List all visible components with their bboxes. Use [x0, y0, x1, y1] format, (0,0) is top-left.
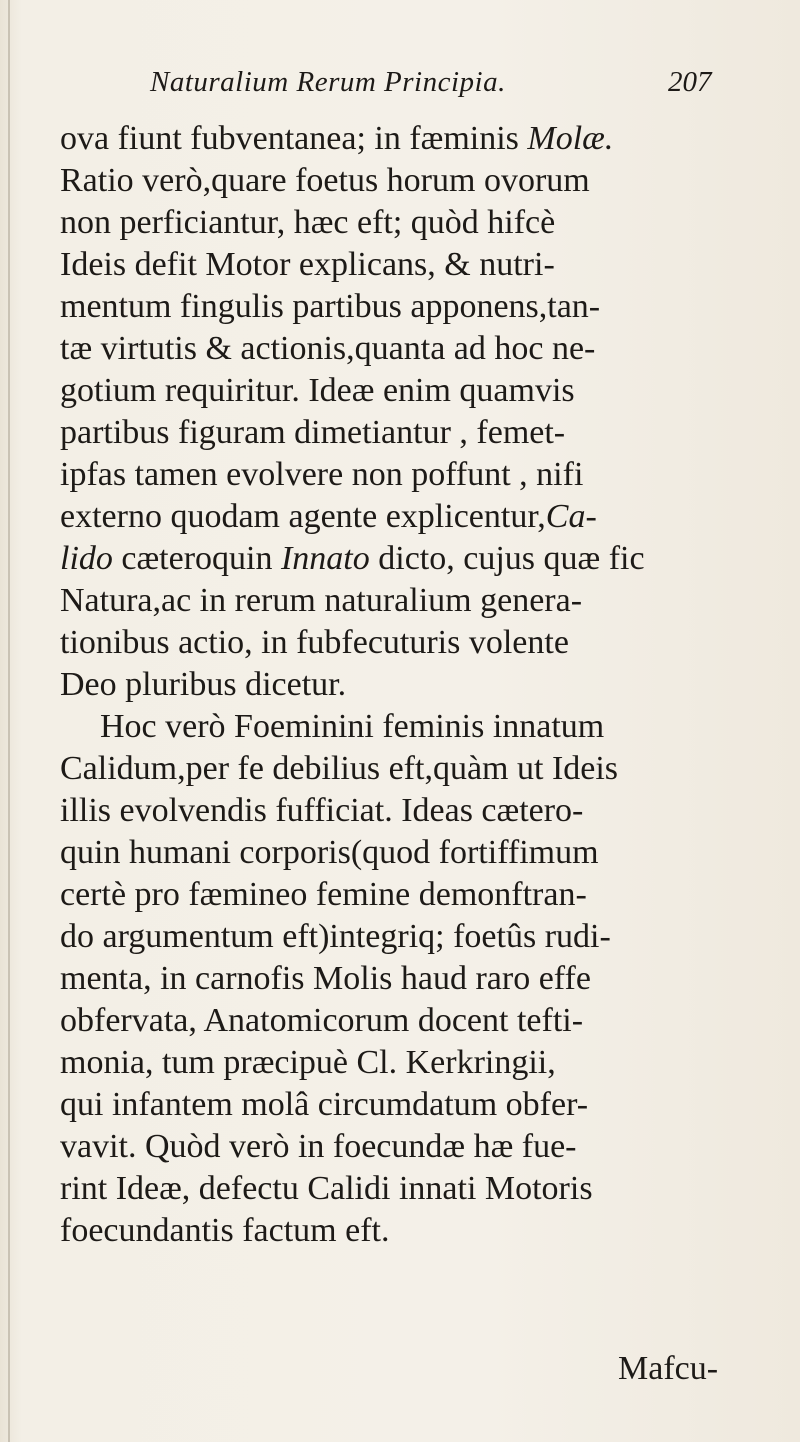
- text-line: [60, 496, 730, 538]
- line-text: tionibus actio, in fubfecuturis volente: [60, 624, 569, 661]
- line-text: Hoc verò Foeminini feminis innatum: [100, 708, 605, 745]
- text-line: [60, 328, 730, 370]
- text-line: [60, 664, 730, 706]
- text-line: [60, 202, 730, 244]
- line-text: cæteroquin: [112, 540, 281, 577]
- line-text: obfervata, Anatomicorum docent tefti-: [60, 1002, 584, 1039]
- body-text: [60, 118, 730, 1252]
- text-line: [60, 1168, 730, 1210]
- line-text: illis evolvendis fufficiat. Ideas cætero-: [60, 792, 584, 829]
- line-text: Ideis defit Motor explicans, & nutri-: [60, 246, 555, 283]
- line-text: Ratio verò,quare foetus horum ovorum: [60, 162, 590, 199]
- line-text: do argumentum eft)integriq; foetûs rudi-: [60, 918, 611, 955]
- text-line: [60, 706, 730, 748]
- line-text: mentum fingulis partibus apponens,tan-: [60, 288, 601, 325]
- line-text: Deo pluribus dicetur.: [60, 666, 347, 703]
- text-line: [60, 1084, 730, 1126]
- page-header: [0, 66, 800, 106]
- line-text: certè pro fæmineo femine demonftran-: [60, 876, 587, 913]
- text-line: [60, 1042, 730, 1084]
- text-line: [60, 244, 730, 286]
- italic-word: Molæ.: [527, 120, 614, 157]
- text-line: [60, 538, 730, 580]
- line-text: ova fiunt fubventanea; in fæminis: [60, 120, 528, 157]
- running-title: Naturalium Rerum Principia.: [150, 66, 506, 98]
- italic-word: Ca-: [545, 498, 597, 535]
- line-text: menta, in carnofis Molis haud raro effe: [60, 960, 591, 997]
- line-text: monia, tum præcipuè Cl. Kerkringii,: [60, 1044, 556, 1081]
- text-line: [60, 412, 730, 454]
- line-text: tæ virtutis & actionis,quanta ad hoc ne-: [60, 330, 596, 367]
- italic-word: Innato: [280, 540, 370, 577]
- line-text: qui infantem molâ circumdatum obfer-: [60, 1086, 589, 1123]
- italic-word: lido: [60, 540, 113, 577]
- text-line: [60, 622, 730, 664]
- text-line: [60, 454, 730, 496]
- text-line: [60, 748, 730, 790]
- page-number: 207: [668, 66, 712, 98]
- text-line: [60, 790, 730, 832]
- text-line: [60, 832, 730, 874]
- line-text: vavit. Quòd verò in foecundæ hæ fue-: [60, 1128, 577, 1165]
- line-text: Calidum,per fe debilius eft,quàm ut Ideis: [60, 750, 619, 787]
- page-gutter-edge: [8, 0, 10, 1442]
- text-line: [60, 118, 730, 160]
- text-line: [60, 580, 730, 622]
- line-text: ipfas tamen evolvere non poffunt , nifi: [60, 456, 584, 493]
- line-text: Natura,ac in rerum naturalium genera-: [60, 582, 583, 619]
- text-line: [60, 1000, 730, 1042]
- text-line: [60, 916, 730, 958]
- line-text: quin humani corporis(quod fortiffimum: [60, 834, 599, 871]
- text-line: [60, 370, 730, 412]
- text-line: [60, 1210, 730, 1252]
- text-line: [60, 1126, 730, 1168]
- line-text: foecundantis factum eft.: [60, 1212, 390, 1249]
- line-text: dicto, cujus quæ fic: [369, 540, 645, 577]
- line-text: gotium requiritur. Ideæ enim quamvis: [60, 372, 575, 409]
- text-line: [60, 958, 730, 1000]
- line-text: non perficiantur, hæc eft; quòd hifcè: [60, 204, 556, 241]
- catchword: Mafcu-: [618, 1350, 719, 1387]
- line-text: partibus figuram dimetiantur , femet-: [60, 414, 566, 451]
- text-line: [60, 874, 730, 916]
- line-text: rint Ideæ, defectu Calidi innati Motoris: [60, 1170, 593, 1207]
- line-text: externo quodam agente explicentur,: [60, 498, 546, 535]
- text-line: [60, 160, 730, 202]
- text-line: [60, 286, 730, 328]
